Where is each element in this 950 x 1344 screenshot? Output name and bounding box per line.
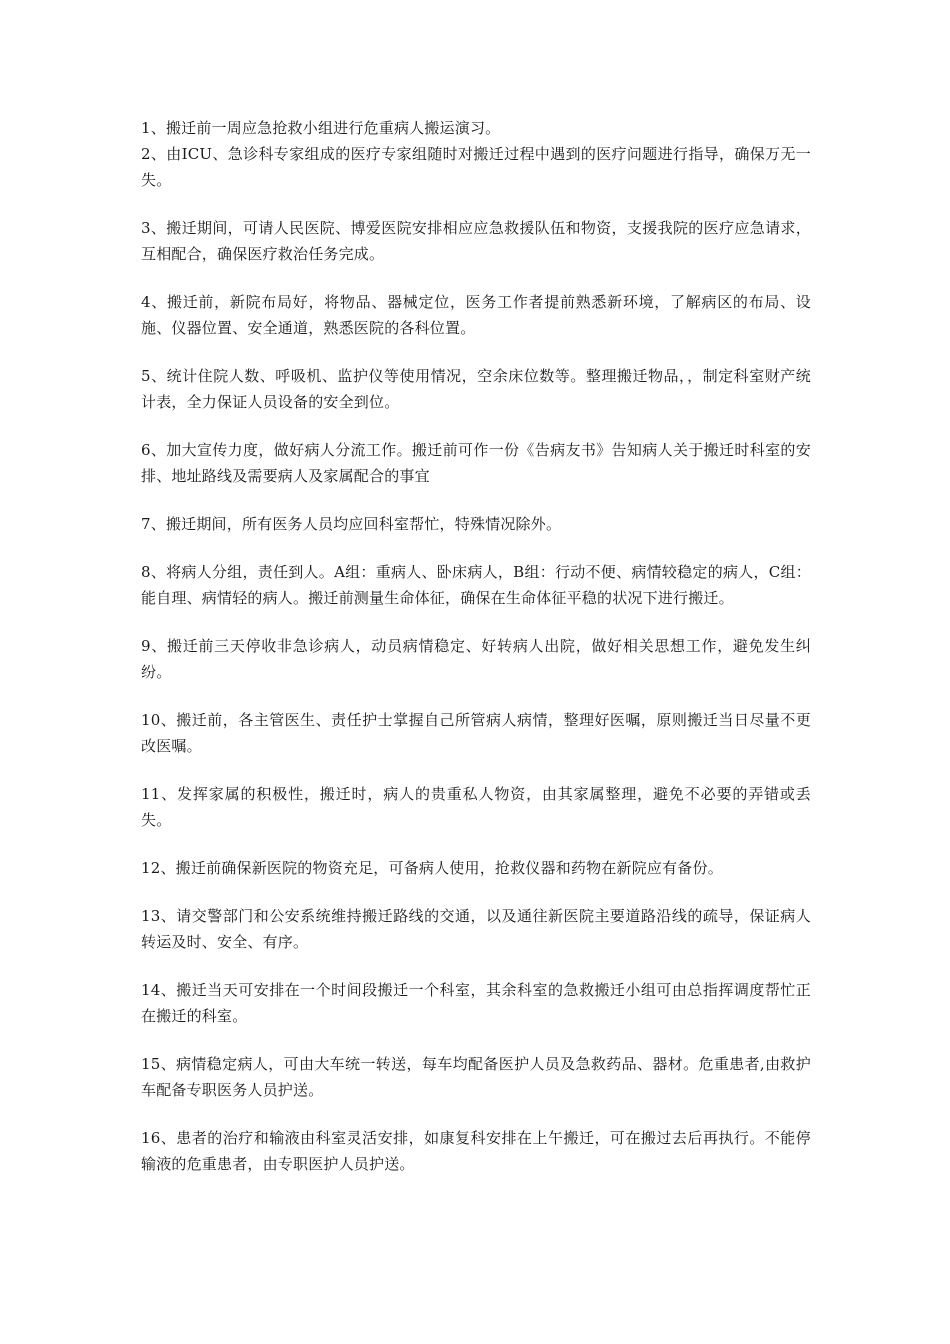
list-item-12: 12、搬迁前确保新医院的物资充足，可备病人使用，抢救仪器和药物在新院应有备份。 — [141, 859, 723, 877]
list-item-2: 2、由ICU、急诊科专家组成的医疗专家组随时对搬迁过程中遇到的医疗问题进行指导，确保万无一失。 — [141, 145, 811, 189]
document-body — [141, 115, 811, 1199]
list-item-8: 8、将病人分组，责任到人。A组：重病人、卧床病人，B组：行动不便、病情较稳定的病人，C组：能自理、病情轻的病人。搬迁前测量生命体征，确保在生命体征平稳的状况下进行搬迁。 — [141, 563, 811, 607]
list-item-6: 6、加大宣传力度，做好病人分流工作。搬迁前可作一份《告病友书》告知病人关于搬迁时科室的安排、地址路线及需要病人及家属配合的事宜 — [141, 441, 811, 485]
list-item-13: 13、请交警部门和公安系统维持搬迁路线的交通，以及通往新医院主要道路沿线的疏导，保证病人转运及时、安全、有序。 — [141, 907, 811, 951]
list-item-11: 11、发挥家属的积极性，搬迁时，病人的贵重私人物资，由其家属整理，避免不必要的弄错或丢失。 — [141, 785, 811, 829]
list-item-4: 4、搬迁前，新院布局好，将物品、器械定位，医务工作者提前熟悉新环境，了解病区的布局、设施、仪器位置、安全通道，熟悉医院的各科位置。 — [141, 293, 811, 337]
list-item-7: 7、搬迁期间，所有医务人员均应回科室帮忙，特殊情况除外。 — [141, 515, 562, 533]
list-item-1: 1、搬迁前一周应急抢救小组进行危重病人搬运演习。 — [141, 119, 501, 137]
list-item-3: 3、搬迁期间，可请人民医院、博爱医院安排相应应急救援队伍和物资，支援我院的医疗应急请求，互相配合，确保医疗救治任务完成。 — [141, 219, 811, 263]
list-item-15: 15、病情稳定病人，可由大车统一转送，每车均配备医护人员及急救药品、器材。危重患者,由救护车配备专职医务人员护送。 — [141, 1055, 811, 1099]
list-item-14: 14、搬迁当天可安排在一个时间段搬迁一个科室，其余科室的急救搬迁小组可由总指挥调度帮忙正在搬迁的科室。 — [141, 981, 811, 1025]
list-item-9: 9、搬迁前三天停收非急诊病人，动员病情稳定、好转病人出院，做好相关思想工作，避免发生纠纷。 — [141, 637, 811, 681]
list-item-10: 10、搬迁前，各主管医生、责任护士掌握自己所管病人病情，整理好医嘱，原则搬迁当日尽量不更改医嘱。 — [141, 711, 811, 755]
list-item-5: 5、统计住院人数、呼吸机、监护仪等使用情况，空余床位数等。整理搬迁物品，，制定科室财产统计表，全力保证人员设备的安全到位。 — [141, 367, 811, 411]
list-item-16: 16、患者的治疗和输液由科室灵活安排，如康复科安排在上午搬迁，可在搬过去后再执行。不能停输液的危重患者，由专职医护人员护送。 — [141, 1129, 811, 1173]
